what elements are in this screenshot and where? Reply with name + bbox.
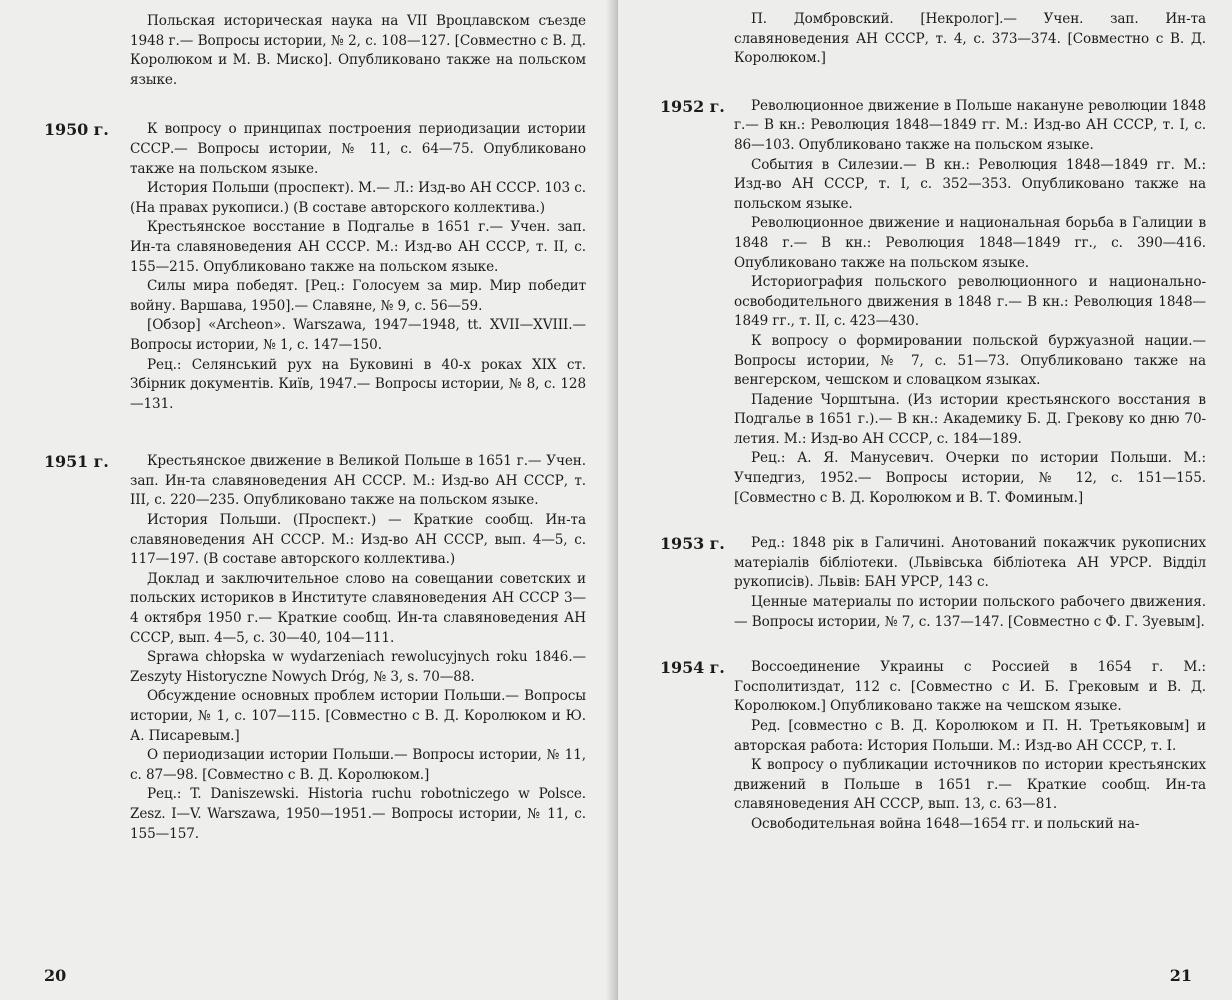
year-block-1953 bbox=[660, 534, 1206, 632]
bib-entry: Рец.: T. Daniszewski. Historia ruchu robotniczego w Polsce. Zesz. I—V. Warszawa, 1950—1951.— Вопросы истории, № 11, с. 155—157. bbox=[130, 786, 586, 842]
bib-entry: Sprawa chłopska w wydarzeniach rewolucyjnych roku 1846.— Zeszyty Historyczne Nowych Dróg, № 3, s. 70—88. bbox=[130, 649, 586, 685]
bib-entry: Историография польского революционного и национально-освободительного движения в 1848 г.— В кн.: Революция 1848—1849 гг., т. II, с. 423—430. bbox=[734, 274, 1206, 330]
year-block-1954 bbox=[660, 658, 1206, 834]
left-intro-entry: Польская историческая наука на VII Вроцлавском съезде 1948 г.— Вопросы истории, № 2, с. 108—127. [Совместно с В. Д. Королюком и М. В. Миско]. Опубликовано также на польском языке. bbox=[130, 13, 586, 88]
year-label: 1950 г. bbox=[44, 120, 109, 140]
right-page bbox=[618, 0, 1232, 1000]
bib-entry: Крестьянское восстание в Подгалье в 1651 г.— Учен. зап. Ин-та славяноведения АН СССР. М.: Изд-во АН СССР, т. II, с. 155—215. Опубликовано также на польском языке. bbox=[130, 219, 586, 275]
bib-entry: История Польши (проспект). М.— Л.: Изд-во АН СССР. 103 с. (На правах рукописи.) (В составе авторского коллектива.) bbox=[130, 180, 586, 216]
bib-entry: События в Силезии.— В кн.: Революция 1848—1849 гг. М.: Изд-во АН СССР, т. I, с. 352—353. Опубликовано также на польском языке. bbox=[734, 156, 1206, 212]
bib-entry: К вопросу о формировании польской буржуазной нации.— Вопросы истории, № 7, с. 51—73. Опубликовано также на венгерском, чешском и словацком языках. bbox=[734, 332, 1206, 389]
year-label: 1953 г. bbox=[660, 534, 725, 554]
bib-entry: Силы мира победят. [Рец.: Голосуем за мир. Мир победит войну. Варшава, 1950].— Славяне, № 9, с. 56—59. bbox=[130, 278, 586, 314]
bib-entry: Освободительная война 1648—1654 гг. и польский на- bbox=[751, 815, 1140, 832]
right-text-column bbox=[660, 10, 1206, 835]
right-intro-entry: П. Домбровский. [Некролог].— Учен. зап. Ин-та славяноведения АН СССР, т. 4, с. 373—374. [Совместно с В. Д. Королюком.] bbox=[734, 11, 1206, 67]
bib-entry: О периодизации истории Польши.— Вопросы истории, № 11, с. 87—98. [Совместно с В. Д. Королюком.] bbox=[130, 747, 586, 783]
bib-entry: К вопросу о принципах построения периодизации истории СССР.— Вопросы истории, № 11, с. 64—75. Опубликовано также на польском языке. bbox=[130, 121, 586, 177]
bib-entry: Доклад и заключительное слово на совещании советских и польских историков в Институте славяноведения АН СССР 3—4 октября 1950 г.— Краткие сообщ. Ин-та славяноведения АН СССР, вып. 4—5, с. 30—40, 104—111. bbox=[130, 570, 586, 646]
bib-entry: [Обзор] «Archeon». Warszawa, 1947—1948, tt. XVII—XVIII.— Вопросы истории, № 1, с. 147—150. bbox=[130, 317, 586, 353]
bib-entry: Падение Чорштына. (Из истории крестьянского восстания в Подгалье в 1651 г.).— В кн.: Академику Б. Д. Грекову ко дню 70-летия. М.: Изд-во АН СССР, с. 184—189. bbox=[734, 391, 1206, 447]
year-block-1950 bbox=[44, 120, 586, 414]
bib-entry: Обсуждение основных проблем истории Польши.— Вопросы истории, № 1, с. 107—115. [Совместно с В. Д. Королюком и Ю. А. Писаревым.] bbox=[130, 688, 586, 744]
bib-entry: Ред. [совместно с В. Д. Королюком и П. Н. Третьяковым] и авторская работа: История Польши. М.: Изд-во АН СССР, т. I. bbox=[734, 718, 1206, 754]
bib-entry: К вопросу о публикации источников по истории крестьянских движений в Польше в 1651 г.— Краткие сообщ. Ин-та славяноведения АН СССР, вып. 13, с. 63—81. bbox=[734, 757, 1206, 813]
bib-entry: Ценные материалы по истории польского рабочего движения.— Вопросы истории, № 7, с. 137—147. [Совместно с Ф. Г. Зуевым]. bbox=[734, 594, 1206, 630]
bib-entry: Ред.: 1848 рік в Галичині. Анотований покажчик рукописних матеріалів бібліотеки. (Львівська бібліотека АН УРСР. Відділ рукописів). Львів: БАН УРСР, 143 с. bbox=[734, 535, 1206, 591]
bib-entry: Рец.: А. Я. Манусевич. Очерки по истории Польши. М.: Учпедгиз, 1952.— Вопросы истории, № 12, с. 151—155. [Совместно с В. Д. Королюком и В. Т. Фоминым.] bbox=[734, 450, 1206, 506]
left-page bbox=[0, 0, 614, 1000]
page-number: 21 bbox=[1169, 966, 1192, 985]
bib-entry: Революционное движение и национальная борьба в Галиции в 1848 г.— В кн.: Революция 1848—1849 гг., с. 390—416. Опубликовано также на польском языке. bbox=[734, 215, 1206, 271]
bib-entry: Воссоединение Украины с Россией в 1654 г. М.: Госполитиздат, 112 с. [Совместно с И. Б. Грековым и В. Д. Королюком.] Опубликовано также на чешском языке. bbox=[734, 659, 1206, 715]
page-number: 20 bbox=[44, 966, 67, 985]
year-label: 1954 г. bbox=[660, 658, 725, 678]
year-label: 1952 г. bbox=[660, 96, 725, 116]
year-label: 1951 г. bbox=[44, 452, 109, 472]
year-block-1951 bbox=[44, 452, 586, 844]
bib-entry: Революционное движение в Польше накануне революции 1848 г.— В кн.: Революция 1848—1849 гг. М.: Изд-во АН СССР, т. I, с. 86—103. Опубликовано также на польском языке. bbox=[734, 97, 1206, 153]
year-block-1952 bbox=[660, 96, 1206, 508]
left-text-column bbox=[44, 12, 586, 844]
bib-entry: История Польши. (Проспект.) — Краткие сообщ. Ин-та славяноведения АН СССР. М.: Изд-во АН СССР, вып. 4—5, с. 117—197. (В составе авторского коллектива.) bbox=[130, 512, 586, 568]
bib-entry: Крестьянское движение в Великой Польше в 1651 г.— Учен. зап. Ин-та славяноведения АН СССР. М.: Изд-во АН СССР, т. III, с. 220—235. Опубликовано также на польском языке. bbox=[130, 453, 586, 509]
bib-entry: Рец.: Селянський рух на Буковині в 40-х роках XIX ст. Збірник документів. Київ, 1947.— Вопросы истории, № 8, с. 128—131. bbox=[130, 356, 586, 412]
